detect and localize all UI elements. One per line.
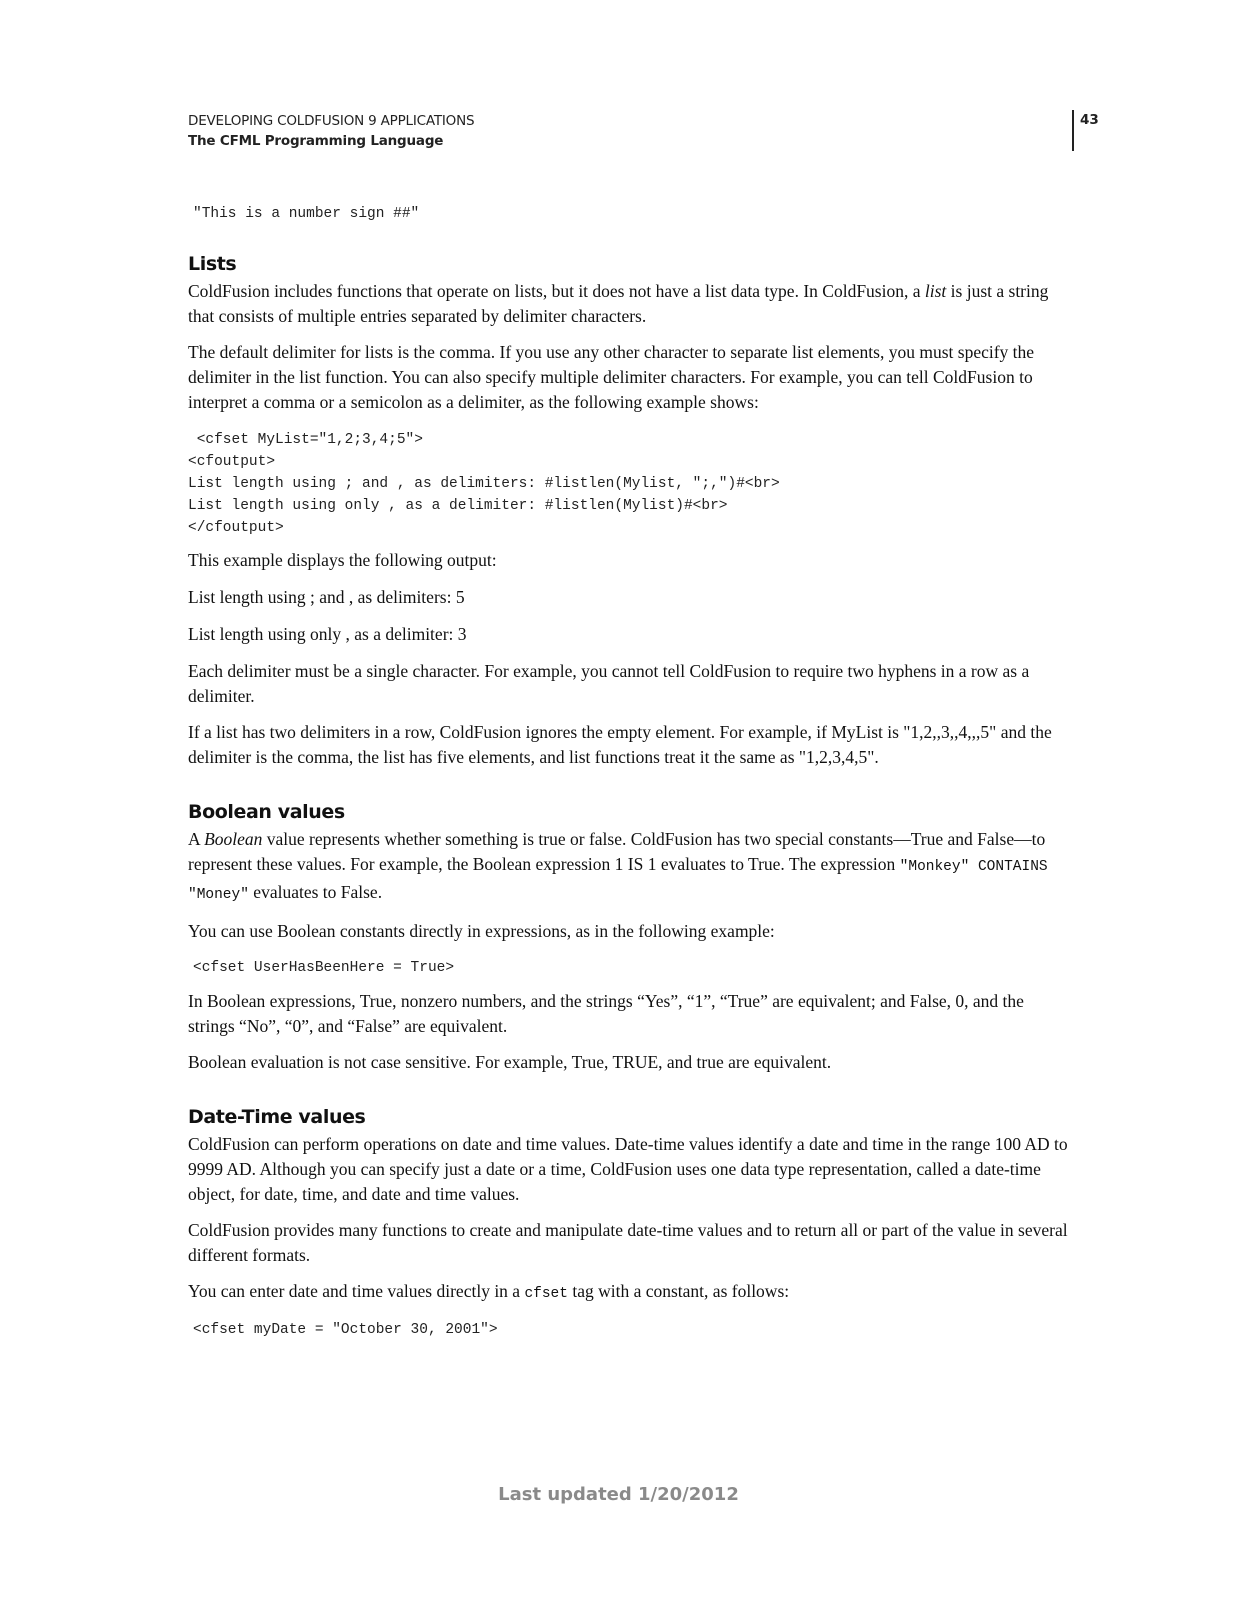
code-line: <cfset MyList="1,2;3,4;5">: [188, 432, 423, 448]
datetime-paragraph-3: You can enter date and time values directly in a cfset tag with a constant, as follows:: [188, 1281, 790, 1302]
output-line-2: List length using only , as a delimiter: 3: [188, 624, 467, 644]
page-content: [188, 203, 1068, 1341]
lists-paragraph-5: If a list has two delimiters in a row, ColdFusion ignores the empty element. For example, if MyList is "1,2,,3,,4,,,5" and the delimiter is the comma, the list has five elements, and list functions treat it the same as "1,2,3,4,5".: [188, 722, 1052, 767]
boolean-paragraph-2: You can use Boolean constants directly in expressions, as in the following example:: [188, 921, 775, 941]
datetime-paragraph-1: ColdFusion can perform operations on date and time values. Date-time values identify a date and time in the range 100 AD to 9999 AD. Although you can specify just a date or a time, ColdFusion uses one data type representation, called a date-time object, for date, time, and date and time values.: [188, 1134, 1068, 1204]
code-snippet-mydate: <cfset myDate = "October 30, 2001">: [193, 1322, 498, 1338]
section-heading-datetime: Date-Time values: [188, 1106, 366, 1128]
header-divider: [1072, 110, 1074, 151]
code-line: List length using only , as a delimiter: #listlen(Mylist)#<br>: [188, 498, 728, 514]
code-block-mylist: [188, 429, 1068, 539]
lists-paragraph-4: Each delimiter must be a single character. For example, you cannot tell ColdFusion to require two hyphens in a row as a delimiter.: [188, 661, 1030, 706]
code-line: List length using ; and , as delimiters: #listlen(Mylist, ";,")#<br>: [188, 476, 780, 492]
running-header-title: DEVELOPING COLDFUSION 9 APPLICATIONS: [188, 113, 475, 129]
boolean-paragraph-3: In Boolean expressions, True, nonzero numbers, and the strings “Yes”, “1”, “True” are equivalent; and False, 0, and the strings “No”, “0”, and “False” are equivalent.: [188, 991, 1024, 1036]
code-line: <cfoutput>: [188, 454, 276, 470]
datetime-paragraph-2: ColdFusion provides many functions to create and manipulate date-time values and to return all or part of the value in several different formats.: [188, 1220, 1068, 1265]
page-number: 43: [1080, 112, 1099, 128]
last-updated-footer: Last updated 1/20/2012: [498, 1484, 739, 1505]
code-line: </cfoutput>: [188, 520, 284, 536]
code-snippet-number-sign: "This is a number sign ##": [193, 206, 420, 222]
code-snippet-userhasbeenhere: <cfset UserHasBeenHere = True>: [193, 960, 455, 976]
lists-paragraph-1: ColdFusion includes functions that operate on lists, but it does not have a list data type. In ColdFusion, a list is just a string that consists of multiple entries separated by delimiter characters.: [188, 281, 1049, 326]
boolean-paragraph-1: A Boolean value represents whether something is true or false. ColdFusion has two special constants—True and False—to represent these values. For example, the Boolean expression 1 IS 1 evaluates to True. The expression "Monkey" CONTAINS "Money" evaluates to False.: [188, 829, 1048, 903]
boolean-paragraph-4: Boolean evaluation is not case sensitive. For example, True, TRUE, and true are equivalent.: [188, 1052, 832, 1072]
running-header-chapter: The CFML Programming Language: [188, 133, 444, 149]
section-heading-boolean: Boolean values: [188, 801, 345, 823]
output-line-1: List length using ; and , as delimiters: 5: [188, 587, 465, 607]
section-heading-lists: Lists: [188, 253, 237, 275]
lists-paragraph-3: This example displays the following output:: [188, 550, 497, 570]
lists-paragraph-2: The default delimiter for lists is the comma. If you use any other character to separate list elements, you must specify the delimiter in the list function. You can also specify multiple delimiter characters. For example, you can tell ColdFusion to interpret a comma or a semicolon as a delimiter, as the following example shows:: [188, 342, 1035, 412]
